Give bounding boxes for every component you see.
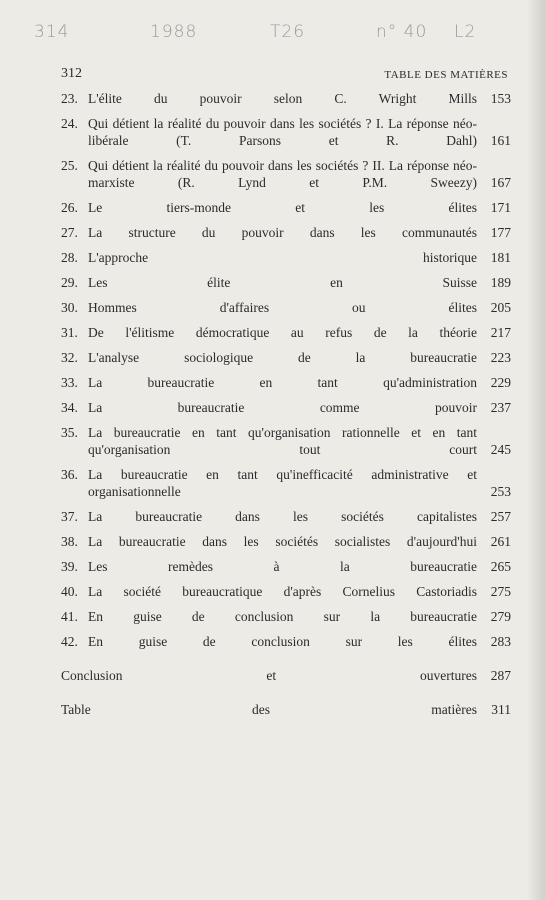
chapter-number: 23. xyxy=(61,91,78,106)
toc-entry xyxy=(61,667,511,684)
chapter-title: La bureaucratie en tant qu'administration xyxy=(88,375,477,390)
toc-entry xyxy=(61,633,511,650)
chapter-title: La bureaucratie en tant qu'inefficacité administrative et organisationnelle xyxy=(88,467,477,499)
toc-entry xyxy=(61,90,511,107)
chapter-title: La société bureaucratique d'après Cornelius Castoriadis xyxy=(88,584,477,599)
chapter-title: L'approche historique xyxy=(88,250,477,265)
running-title: TABLE DES MATIÈRES xyxy=(384,69,508,81)
chapter-title: Conclusion et ouvertures xyxy=(61,668,477,683)
chapter-title: Qui détient la réalité du pouvoir dans les sociétés ? II. La réponse néo-marxiste (R. Lynd et P.M. Sweezy) xyxy=(88,158,477,190)
chapter-title: L'élite du pouvoir selon C. Wright Mills xyxy=(88,91,477,106)
toc-entry xyxy=(61,533,511,550)
chapter-title: Hommes d'affaires ou élites xyxy=(88,300,477,315)
toc-entry xyxy=(61,115,511,149)
toc-entry xyxy=(61,274,511,291)
handwritten-note: n° 40 xyxy=(376,22,428,42)
toc-entry xyxy=(61,224,511,241)
toc-entry xyxy=(61,299,511,316)
chapter-number: 31. xyxy=(61,325,78,340)
page-reference: 177 xyxy=(490,225,511,240)
page-reference: 311 xyxy=(491,702,511,717)
handwritten-note: T26 xyxy=(270,22,306,42)
page-reference: 167 xyxy=(490,175,511,190)
page-reference: 181 xyxy=(490,250,511,265)
page-reference: 265 xyxy=(490,559,511,574)
chapter-title: Table des matières xyxy=(61,702,477,717)
chapter-number: 36. xyxy=(61,467,78,482)
page-reference: 275 xyxy=(490,584,511,599)
page-reference: 189 xyxy=(490,275,511,290)
page-reference: 205 xyxy=(490,300,511,315)
toc-entry xyxy=(61,424,511,458)
page-reference: 229 xyxy=(490,375,511,390)
toc-entry xyxy=(61,466,511,500)
chapter-title: La bureaucratie en tant qu'organisation rationnelle et en tant qu'organisation tout court xyxy=(88,425,477,457)
chapter-number: 27. xyxy=(61,225,78,240)
chapter-number: 38. xyxy=(61,534,78,549)
page-edge-shadow xyxy=(527,0,545,900)
chapter-title: Les remèdes à la bureaucratie xyxy=(88,559,477,574)
chapter-number: 25. xyxy=(61,158,78,173)
chapter-number: 42. xyxy=(61,634,78,649)
toc-entry xyxy=(61,558,511,575)
page-reference: 279 xyxy=(490,609,511,624)
chapter-number: 41. xyxy=(61,609,78,624)
page-reference: 283 xyxy=(490,634,511,649)
chapter-title: Qui détient la réalité du pouvoir dans les sociétés ? I. La réponse néo-libérale (T. Parsons et R. Dahl) xyxy=(88,116,477,148)
page-reference: 245 xyxy=(490,442,511,457)
chapter-number: 35. xyxy=(61,425,78,440)
toc-entry xyxy=(61,608,511,625)
chapter-title: De l'élitisme démocratique au refus de la théorie xyxy=(88,325,477,340)
chapter-number: 33. xyxy=(61,375,78,390)
chapter-title: La bureaucratie dans les sociétés capitalistes xyxy=(88,509,477,524)
handwritten-note: 1988 xyxy=(150,22,198,42)
toc-entry xyxy=(61,374,511,391)
chapter-number: 37. xyxy=(61,509,78,524)
handwritten-note: L2 xyxy=(454,22,477,42)
chapter-number: 28. xyxy=(61,250,78,265)
chapter-number: 34. xyxy=(61,400,78,415)
page-reference: 287 xyxy=(490,668,511,683)
handwritten-note: 314 xyxy=(34,22,70,42)
toc-entry xyxy=(61,701,511,718)
chapter-title: En guise de conclusion sur la bureaucratie xyxy=(88,609,477,624)
chapter-title: En guise de conclusion sur les élites xyxy=(88,634,477,649)
page-reference: 171 xyxy=(490,200,511,215)
toc-entry xyxy=(61,508,511,525)
chapter-number: 29. xyxy=(61,275,78,290)
toc-entry xyxy=(61,157,511,191)
chapter-title: La structure du pouvoir dans les communautés xyxy=(88,225,477,240)
chapter-number: 40. xyxy=(61,584,78,599)
table-of-contents xyxy=(61,90,511,718)
toc-entry xyxy=(61,324,511,341)
toc-entry xyxy=(61,349,511,366)
toc-entry xyxy=(61,399,511,416)
chapter-number: 26. xyxy=(61,200,78,215)
page-reference: 217 xyxy=(490,325,511,340)
toc-entry xyxy=(61,583,511,600)
chapter-number: 24. xyxy=(61,116,78,131)
page-reference: 153 xyxy=(490,91,511,106)
chapter-title: Les élite en Suisse xyxy=(88,275,477,290)
toc-entry xyxy=(61,249,511,266)
chapter-title: La bureaucratie dans les sociétés socialistes d'aujourd'hui xyxy=(88,534,477,549)
chapter-title: La bureaucratie comme pouvoir xyxy=(88,400,477,415)
page-reference: 257 xyxy=(490,509,511,524)
page-reference: 223 xyxy=(490,350,511,365)
page-reference: 161 xyxy=(490,133,511,148)
page-reference: 237 xyxy=(490,400,511,415)
page-reference: 253 xyxy=(490,484,511,499)
page-reference: 261 xyxy=(490,534,511,549)
page-number: 312 xyxy=(61,66,82,81)
chapter-title: L'analyse sociologique de la bureaucratie xyxy=(88,350,477,365)
chapter-number: 39. xyxy=(61,559,78,574)
chapter-number: 30. xyxy=(61,300,78,315)
toc-entry xyxy=(61,199,511,216)
chapter-title: Le tiers-monde et les élites xyxy=(88,200,477,215)
chapter-number: 32. xyxy=(61,350,78,365)
